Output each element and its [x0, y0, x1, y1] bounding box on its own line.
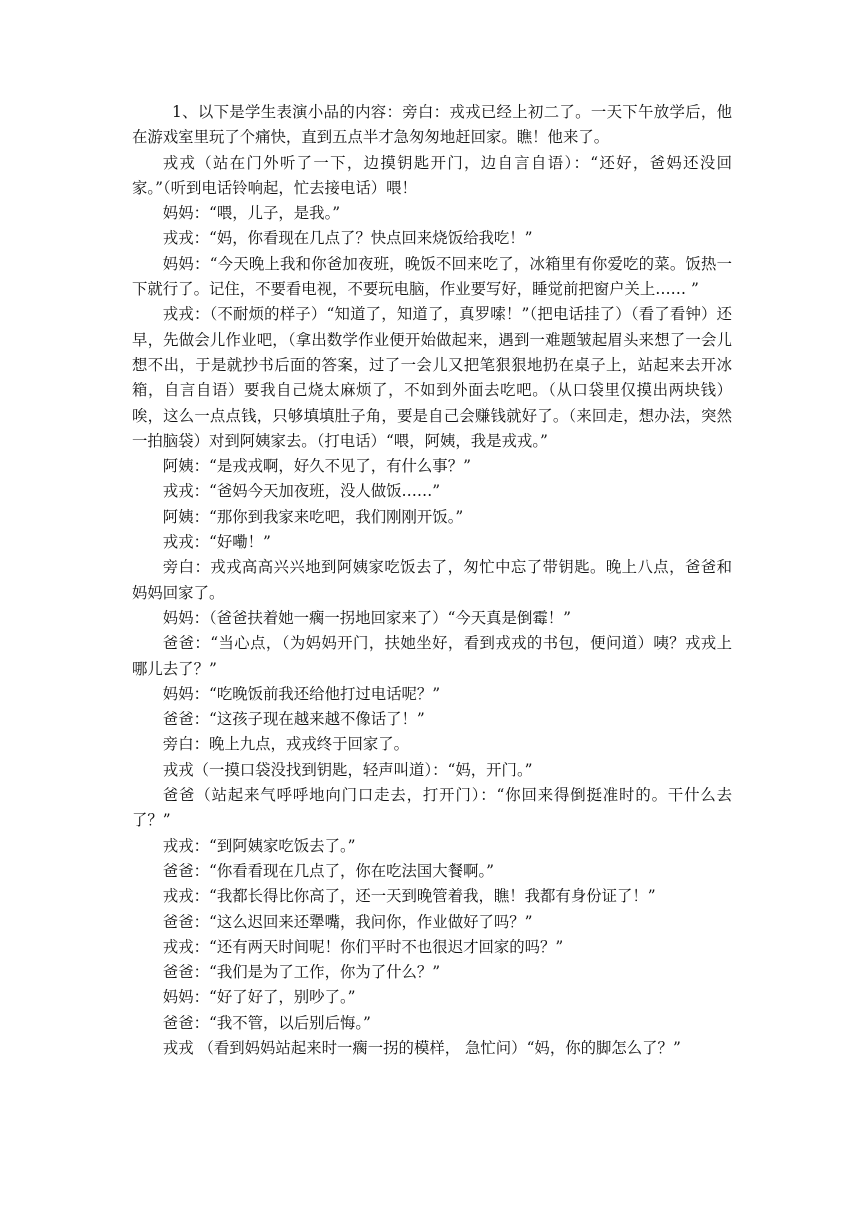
paragraph-rongrong-line: 戎戎（一摸口袋没找到钥匙，轻声叫道）：“妈，开门。”: [162, 760, 533, 779]
document-page: [132, 100, 732, 1061]
paragraph-dad-line: 爸爸：“我不管，以后别后悔。”: [162, 1013, 371, 1032]
paragraph-rongrong-homework: 戎戎：（不耐烦的样子）“知道了，知道了，真罗嗦！”（把电话挂了）（看了看钟）还早，先做会儿作业吧，（拿出数学作业便开始做起来，遇到一难题皱起眉头来想了一会儿想不出，于是就抄书后面的答案，过了一会儿又把笔狠狠地扔在桌子上，站起来去开冰箱，自言自语）要我自己烧太麻烦了，不如到外面去吃吧。（从口袋里仅摸出两块钱）唉，这么一点点钱，只够填填肚子角，要是自己会赚钱就好了。（来回走，想办法，突然一拍脑袋）对到阿姨家去。（打电话）“喂，阿姨，我是戎戎。”: [132, 305, 732, 450]
paragraph-dad-line: 爸爸：“你看看现在几点了，你在吃法国大餐啊。”: [162, 861, 495, 880]
paragraph-rongrong-line: 戎戎：“还有两天时间呢！你们平时不也很迟才回家的吗？”: [162, 937, 564, 956]
paragraph-dad-line: 爸爸：“我们是为了工作，你为了什么？”: [162, 963, 441, 982]
paragraph-mom-line: 妈妈：“吃晚饭前我还给他打过电话呢？”: [162, 684, 441, 703]
paragraph-mom-line: 妈妈：“今天晚上我和你爸加夜班，晚饭不回来吃了，冰箱里有你爱吃的菜。饭热一下就行了。记住，不要看电视，不要玩电脑，作业要写好，睡觉前把窗户关上…… ”: [132, 254, 732, 299]
paragraph-rongrong-line: 戎戎：“爸妈今天加夜班，没人做饭……”: [162, 482, 441, 501]
paragraph-dad-line: 爸爸：“这孩子现在越来越不像话了！”: [162, 710, 425, 729]
paragraph-rongrong-line: 戎戎：“好嘞！”: [162, 533, 271, 552]
paragraph-narration: 旁白：戎戎高高兴兴地到阿姨家吃饭去了，匆忙中忘了带钥匙。晚上八点，爸爸和妈妈回家了。: [132, 558, 732, 602]
paragraph-mom-line: 妈妈：（爸爸扶着她一瘸一拐地回家来了）“今天真是倒霉！”: [162, 608, 571, 627]
paragraph-narration: 旁白：晚上九点，戎戎终于回家了。: [162, 735, 410, 754]
paragraph-dad-line: 爸爸（站起来气呼呼地向门口走去，打开门）：“你回来得倒挺准时的。干什么去了？”: [132, 786, 732, 830]
paragraph-rongrong-line: 戎戎：“我都长得比你高了，还一天到晚管着我，瞧！我都有身份证了！”: [162, 887, 656, 906]
paragraph-intro-narration: 1、以下是学生表演小品的内容：旁白：戎戎已经上初二了。一天下午放学后，他在游戏室里玩了个痛快，直到五点半才急匆匆地赶回家。瞧！他来了。: [132, 103, 732, 147]
paragraph-rongrong-enters: 戎戎（站在门外听了一下，边摸钥匙开门，边自言自语）：“还好，爸妈还没回家。”（听到电话铃响起，忙去接电话）喂！: [132, 153, 732, 197]
paragraph-mom-line: 妈妈：“好了好了，别吵了。”: [162, 988, 356, 1007]
paragraph-rongrong-line: 戎戎：“到阿姨家吃饭去了。”: [162, 836, 356, 855]
paragraph-dad-line: 爸爸：“这么迟回来还犟嘴，我问你，作业做好了吗？”: [162, 912, 533, 931]
paragraph-aunt-line: 阿姨：“那你到我家来吃吧，我们刚刚开饭。”: [162, 507, 464, 526]
paragraph-mom-line: 妈妈：“喂，儿子，是我。”: [162, 204, 341, 223]
paragraph-rongrong-line: 戎戎 （看到妈妈站起来时一瘸一拐的模样， 急忙问）“妈，你的脚怎么了？”: [162, 1038, 681, 1057]
paragraph-dad-line: 爸爸：“当心点，（为妈妈开门，扶她坐好，看到戎戎的书包，便问道）咦？戎戎上哪儿去了？”: [132, 634, 732, 678]
paragraph-rongrong-line: 戎戎：“妈，你看现在几点了？快点回来烧饭给我吃！”: [162, 229, 533, 248]
paragraph-aunt-line: 阿姨：“是戎戎啊，好久不见了，有什么事？”: [162, 457, 471, 476]
